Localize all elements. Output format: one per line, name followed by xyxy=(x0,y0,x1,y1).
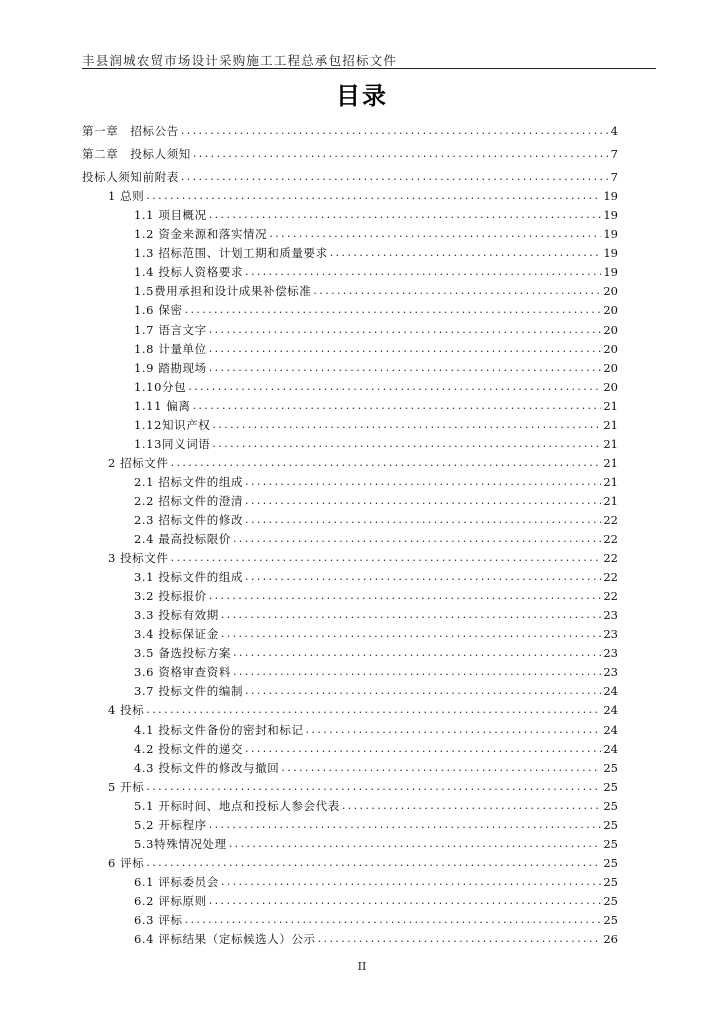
toc-dot-leader xyxy=(229,837,602,851)
toc-entry[interactable] xyxy=(82,375,618,394)
toc-entry[interactable] xyxy=(82,203,618,222)
toc-entry-page: 25 xyxy=(603,893,618,908)
toc-entry-label: 1.1 项目概况 xyxy=(134,208,207,223)
toc-entry[interactable] xyxy=(82,222,618,241)
toc-entry-label: 1.3 招标范围、计划工期和质量要求 xyxy=(134,246,328,261)
toc-entry-page: 19 xyxy=(603,189,618,204)
toc-dot-leader xyxy=(245,742,601,756)
toc-entry[interactable] xyxy=(82,603,618,622)
toc-dot-leader xyxy=(306,723,602,737)
toc-entry-page: 25 xyxy=(603,779,618,794)
toc-dot-leader xyxy=(233,646,601,660)
toc-dot-leader xyxy=(188,380,601,394)
toc-dot-leader xyxy=(233,665,601,679)
toc-entry-label: 3.1 投标文件的组成 xyxy=(134,570,244,585)
toc-entry-page: 24 xyxy=(603,684,618,699)
toc-entry-label: 2.3 招标文件的修改 xyxy=(134,512,244,527)
toc-entry-page: 23 xyxy=(603,665,618,680)
toc-entry-page: 19 xyxy=(603,246,618,261)
header-divider xyxy=(82,68,656,69)
toc-entry[interactable] xyxy=(82,119,618,138)
toc-entry[interactable] xyxy=(82,641,618,660)
toc-entry[interactable] xyxy=(82,908,618,927)
toc-entry-label: 3.3 投标有效期 xyxy=(134,608,219,623)
toc-dot-leader xyxy=(171,551,602,565)
toc-entry-label: 3.4 投标保证金 xyxy=(134,627,219,642)
toc-entry-page: 24 xyxy=(603,703,618,718)
toc-entry-label: 1.9 踏勘现场 xyxy=(134,360,207,375)
toc-entry-label: 6.4 评标结果（定标候选人）公示 xyxy=(134,932,316,947)
toc-entry-label: 1.8 计量单位 xyxy=(134,341,207,356)
toc-dot-leader xyxy=(146,189,601,203)
toc-entry-page: 20 xyxy=(603,379,618,394)
toc-entry-label: 5.1 开标时间、地点和投标人参会代表 xyxy=(134,798,340,813)
toc-entry-label: 4.2 投标文件的递交 xyxy=(134,741,244,756)
toc-entry-page: 19 xyxy=(603,227,618,242)
toc-entry[interactable] xyxy=(82,337,618,356)
toc-entry[interactable] xyxy=(82,737,618,756)
toc-entry-page: 25 xyxy=(603,836,618,851)
toc-entry[interactable] xyxy=(82,413,618,432)
toc-entry-page: 21 xyxy=(603,398,618,413)
toc-dot-leader xyxy=(342,799,602,813)
toc-entry-label: 第二章 投标人须知 xyxy=(82,147,191,162)
toc-entry-label: 6 评标 xyxy=(108,855,145,870)
toc-entry-label: 1 总则 xyxy=(108,189,145,204)
toc-dot-leader xyxy=(221,627,602,641)
toc-dot-leader xyxy=(233,532,601,546)
toc-entry-label: 6.2 评标原则 xyxy=(134,893,207,908)
toc-entry-label: 1.4 投标人资格要求 xyxy=(134,265,244,280)
toc-dot-leader xyxy=(146,703,601,717)
toc-dot-leader xyxy=(245,494,601,508)
toc-dot-leader xyxy=(146,856,601,870)
toc-dot-leader xyxy=(281,761,601,775)
toc-entry[interactable] xyxy=(82,432,618,451)
toc-entry[interactable] xyxy=(82,317,618,336)
toc-dot-leader xyxy=(209,361,602,375)
toc-entry-page: 25 xyxy=(603,817,618,832)
toc-entry-label: 1.12知识产权 xyxy=(134,417,211,432)
toc-dot-leader xyxy=(209,894,602,908)
toc-entry-label: 1.5费用承担和设计成果补偿标准 xyxy=(134,284,312,299)
toc-dot-leader xyxy=(185,303,602,317)
toc-entry-label: 1.7 语言文字 xyxy=(134,322,207,337)
toc-entry[interactable] xyxy=(82,756,618,775)
toc-dot-leader xyxy=(245,684,601,698)
toc-entry[interactable] xyxy=(82,813,618,832)
toc-entry-label: 3.2 投标报价 xyxy=(134,589,207,604)
toc-entry[interactable] xyxy=(82,279,618,298)
toc-entry-page: 23 xyxy=(603,646,618,661)
toc-dot-leader xyxy=(146,780,601,794)
toc-dot-leader xyxy=(245,570,601,584)
toc-entry[interactable] xyxy=(82,394,618,413)
toc-entry[interactable] xyxy=(82,508,618,527)
toc-entry-page: 21 xyxy=(603,493,618,508)
toc-dot-leader xyxy=(181,170,609,184)
toc-entry-label: 1.2 资金来源和落实情况 xyxy=(134,227,268,242)
toc-entry[interactable] xyxy=(82,142,618,161)
toc-entry-label: 2 招标文件 xyxy=(108,455,169,470)
toc-entry[interactable] xyxy=(82,565,618,584)
toc-entry-label: 3 投标文件 xyxy=(108,551,169,566)
toc-entry-page: 20 xyxy=(603,322,618,337)
toc-entry-page: 21 xyxy=(603,436,618,451)
toc-dot-leader xyxy=(212,437,601,451)
toc-entry-page: 20 xyxy=(603,360,618,375)
toc-entry-page: 22 xyxy=(603,512,618,527)
toc-entry-page: 25 xyxy=(603,855,618,870)
toc-entry[interactable] xyxy=(82,717,618,736)
toc-dot-leader xyxy=(212,418,601,432)
toc-entry-label: 6.1 评标委员会 xyxy=(134,874,219,889)
toc-entry-page: 24 xyxy=(603,722,618,737)
toc-dot-leader xyxy=(313,284,601,298)
toc-entry[interactable] xyxy=(82,584,618,603)
toc-entry-page: 22 xyxy=(603,532,618,547)
toc-entry-page: 4 xyxy=(610,124,618,139)
toc-entry-page: 19 xyxy=(603,265,618,280)
toc-entry[interactable] xyxy=(82,927,618,946)
toc-entry-label: 2.1 招标文件的组成 xyxy=(134,474,244,489)
toc-entry[interactable] xyxy=(82,794,618,813)
toc-entry[interactable] xyxy=(82,851,618,870)
toc-dot-leader xyxy=(269,227,601,241)
toc-entry[interactable] xyxy=(82,451,618,470)
toc-entry-label: 2.4 最高投标限价 xyxy=(134,532,231,547)
page-title: 目录 xyxy=(336,82,388,110)
toc-entry-page: 7 xyxy=(610,147,618,162)
toc-entry-label: 5.2 开标程序 xyxy=(134,817,207,832)
toc-dot-leader xyxy=(185,913,602,927)
toc-dot-leader xyxy=(209,589,602,603)
toc-dot-leader xyxy=(209,818,602,832)
toc-entry-label: 1.10分包 xyxy=(134,379,187,394)
toc-entry-page: 25 xyxy=(603,760,618,775)
toc-entry-page: 22 xyxy=(603,589,618,604)
toc-entry-page: 21 xyxy=(603,474,618,489)
toc-entry[interactable] xyxy=(82,470,618,489)
toc-entry-label: 3.5 备选投标方案 xyxy=(134,646,231,661)
toc-entry[interactable] xyxy=(82,775,618,794)
toc-entry-label: 2.2 招标文件的澄清 xyxy=(134,493,244,508)
toc-entry-page: 25 xyxy=(603,798,618,813)
toc-entry-page: 25 xyxy=(603,874,618,889)
toc-entry-label: 投标人须知前附表 xyxy=(82,170,179,185)
header-title: 丰县润城农贸市场设计采购施工工程总承包招标文件 xyxy=(82,53,398,68)
toc-dot-leader xyxy=(330,246,602,260)
toc-entry[interactable] xyxy=(82,356,618,375)
toc-entry-label: 3.6 资格审查资料 xyxy=(134,665,231,680)
toc-dot-leader xyxy=(209,323,602,337)
toc-entry-label: 第一章 招标公告 xyxy=(82,124,179,139)
toc-entry-page: 25 xyxy=(603,912,618,927)
toc-entry-page: 20 xyxy=(603,341,618,356)
toc-entry-label: 4.3 投标文件的修改与撤回 xyxy=(134,760,280,775)
toc-entry[interactable] xyxy=(82,698,618,717)
footer-page-number: II xyxy=(357,960,367,973)
toc-entry-label: 5.3特殊情况处理 xyxy=(134,836,227,851)
toc-dot-leader xyxy=(221,875,602,889)
toc-dot-leader xyxy=(209,208,602,222)
toc-entry-label: 4 投标 xyxy=(108,703,145,718)
toc-entry-label: 1.11 偏离 xyxy=(134,398,191,413)
toc-entry[interactable] xyxy=(82,527,618,546)
toc-entry[interactable] xyxy=(82,660,618,679)
toc-entry[interactable] xyxy=(82,298,618,317)
toc-entry-page: 21 xyxy=(603,417,618,432)
toc-dot-leader xyxy=(245,265,601,279)
toc-entry[interactable] xyxy=(82,165,618,184)
toc-entry-page: 24 xyxy=(603,741,618,756)
toc-entry-page: 7 xyxy=(610,170,618,185)
toc-entry[interactable] xyxy=(82,679,618,698)
toc-entry-page: 22 xyxy=(603,570,618,585)
toc-dot-leader xyxy=(245,513,601,527)
toc-entry-page: 23 xyxy=(603,608,618,623)
toc-entry-page: 23 xyxy=(603,627,618,642)
toc-entry-label: 5 开标 xyxy=(108,779,145,794)
toc-entry[interactable] xyxy=(82,241,618,260)
toc-dot-leader xyxy=(181,124,609,138)
toc-entry[interactable] xyxy=(82,546,618,565)
toc-entry-page: 22 xyxy=(603,551,618,566)
toc-entry[interactable] xyxy=(82,489,618,508)
toc-dot-leader xyxy=(318,932,602,946)
toc-dot-leader xyxy=(193,147,609,161)
toc-entry-page: 26 xyxy=(603,932,618,947)
toc-entry-label: 1.6 保密 xyxy=(134,303,183,318)
toc-dot-leader xyxy=(209,342,602,356)
toc-entry-page: 21 xyxy=(603,455,618,470)
toc-entry-label: 4.1 投标文件备份的密封和标记 xyxy=(134,722,304,737)
toc-entry-label: 6.3 评标 xyxy=(134,912,183,927)
toc-entry-label: 3.7 投标文件的编制 xyxy=(134,684,244,699)
toc-entry[interactable] xyxy=(82,260,618,279)
table-of-contents xyxy=(82,119,618,946)
toc-entry-page: 19 xyxy=(603,208,618,223)
toc-entry[interactable] xyxy=(82,889,618,908)
toc-entry[interactable] xyxy=(82,832,618,851)
toc-dot-leader xyxy=(221,608,602,622)
toc-entry-page: 20 xyxy=(603,303,618,318)
toc-dot-leader xyxy=(192,399,601,413)
toc-entry[interactable] xyxy=(82,622,618,641)
toc-dot-leader xyxy=(245,475,601,489)
toc-entry[interactable] xyxy=(82,184,618,203)
toc-dot-leader xyxy=(171,456,602,470)
toc-entry-label: 1.13同义词语 xyxy=(134,436,211,451)
toc-entry-page: 20 xyxy=(603,284,618,299)
toc-entry[interactable] xyxy=(82,870,618,889)
